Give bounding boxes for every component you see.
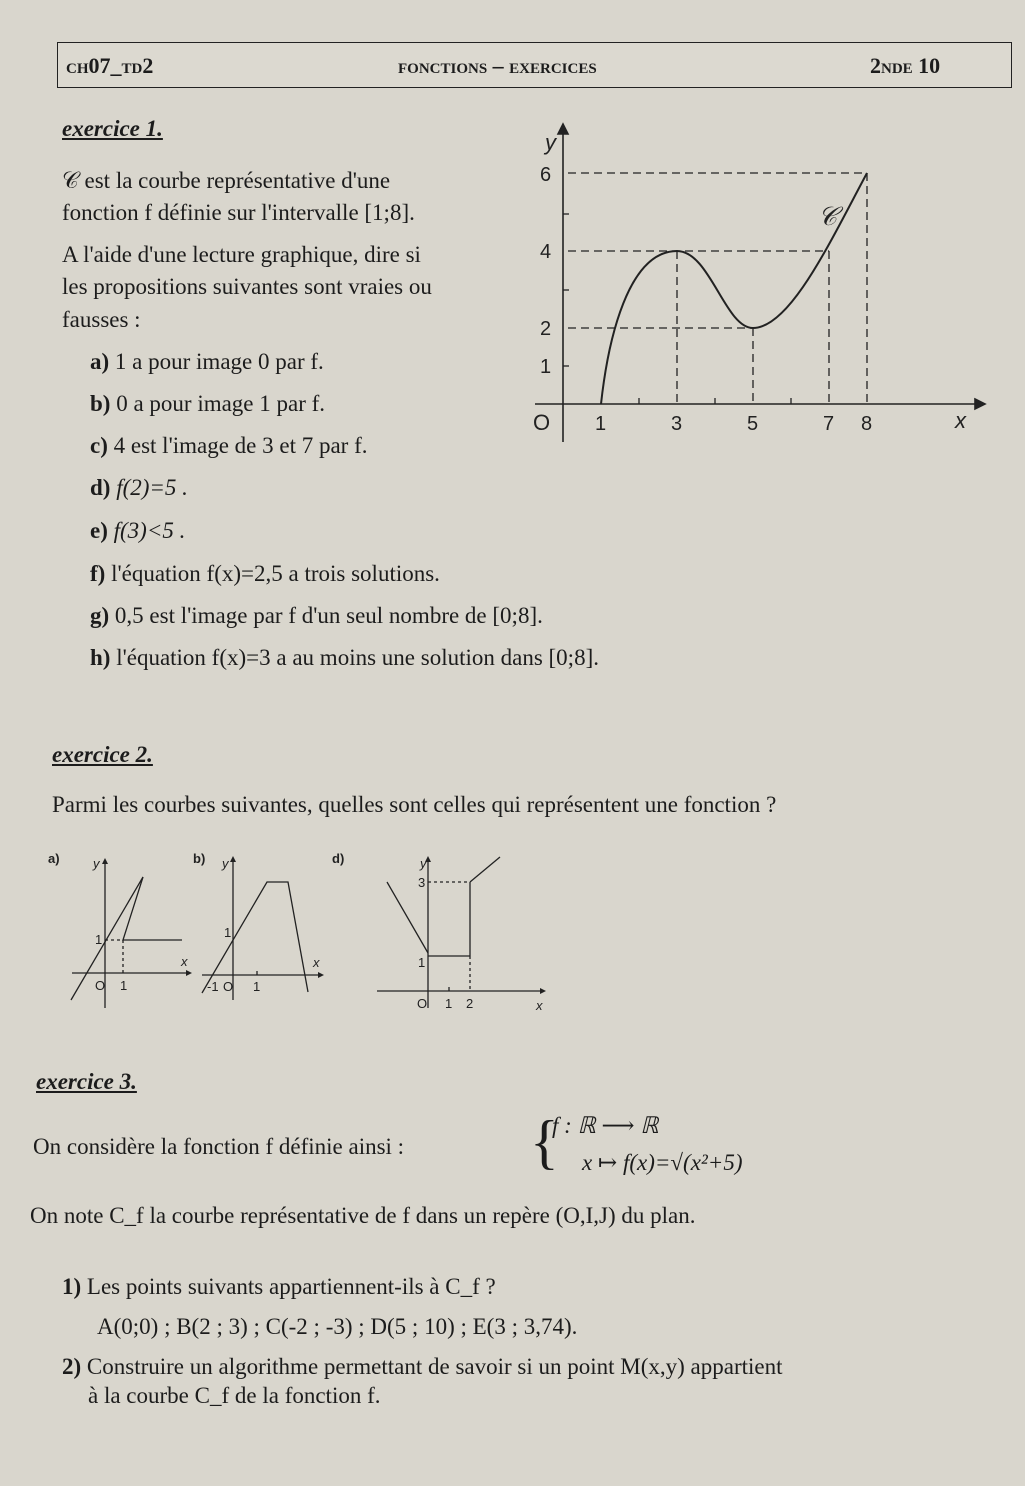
x-tick: 8 bbox=[861, 413, 873, 435]
graph-a-tick: 1 bbox=[95, 932, 103, 947]
brace: { bbox=[530, 1109, 559, 1175]
ex1-intro-line: fonction f définie sur l'intervalle [1;8]. bbox=[62, 200, 415, 225]
graph-b-tick: 1 bbox=[224, 925, 232, 940]
graph-a-origin: O bbox=[95, 978, 106, 993]
x-axis-label: x bbox=[955, 408, 966, 433]
y-axis-arrow-icon bbox=[558, 124, 568, 134]
ex3-definition-line1: f : ℝ ⟶ ℝ bbox=[552, 1113, 659, 1138]
exercise-3-title: exercice 3. bbox=[36, 1069, 137, 1094]
graph-b-origin: O bbox=[223, 979, 234, 994]
graph-b-x: x bbox=[313, 955, 320, 970]
y-tick: 2 bbox=[540, 318, 552, 340]
graph-a-y: y bbox=[93, 856, 100, 871]
page-header bbox=[57, 42, 1012, 88]
ex3-question-1: 1) Les points suivants appartiennent-ils à C_f ? bbox=[62, 1274, 496, 1299]
graph-d-origin: O bbox=[417, 996, 428, 1011]
graph-d-y: y bbox=[420, 856, 427, 871]
x-tick: 1 bbox=[595, 413, 607, 435]
ex2-graphs bbox=[40, 830, 980, 1030]
graph-d-tick: 1 bbox=[418, 955, 426, 970]
graph-a-label: a) bbox=[48, 851, 60, 866]
graph-b-label: b) bbox=[193, 851, 206, 866]
header-course-code: ch07_td2 bbox=[66, 53, 154, 78]
ex1-function-graph bbox=[500, 120, 1000, 450]
graph-a-x: x bbox=[181, 954, 188, 969]
graph-a-piece bbox=[123, 877, 182, 940]
graph-d-tick: 2 bbox=[466, 996, 474, 1011]
ex1-item: e) f(3)<5 . bbox=[90, 518, 186, 543]
ex1-item: c) 4 est l'image de 3 et 7 par f. bbox=[90, 433, 368, 458]
header-class: 2nde 10 bbox=[870, 53, 941, 78]
ex1-intro-line: A l'aide d'une lecture graphique, dire si bbox=[62, 242, 421, 267]
y-tick: 1 bbox=[540, 356, 552, 378]
x-tick: 7 bbox=[823, 413, 835, 435]
ex1-item: h) l'équation f(x)=3 a au moins une solution dans [0;8]. bbox=[90, 645, 599, 670]
graph-d-label: d) bbox=[332, 851, 345, 866]
ex1-intro-line: 𝒞 est la courbe représentative d'une bbox=[62, 168, 391, 193]
graph-b-y: y bbox=[222, 856, 229, 871]
ex1-item: d) f(2)=5 . bbox=[90, 475, 188, 500]
x-tick: 3 bbox=[671, 413, 683, 435]
header-title: fonctions – exercices bbox=[398, 53, 597, 78]
ex1-intro-line: les propositions suivantes sont vraies ou bbox=[62, 274, 432, 299]
graph-b-tick: 1 bbox=[253, 979, 261, 994]
y-tick: 6 bbox=[540, 164, 552, 186]
curve-label: 𝒞 bbox=[818, 201, 837, 231]
exercise-2-title: exercice 2. bbox=[52, 742, 153, 767]
ex3-definition-line2: x ↦ f(x)=√(x²+5) bbox=[582, 1150, 743, 1175]
graph-b-curve bbox=[202, 882, 308, 993]
exercise-1-title: exercice 1. bbox=[62, 116, 163, 141]
ex1-item: f) l'équation f(x)=2,5 a trois solutions. bbox=[90, 561, 440, 586]
ex1-intro-line: fausses : bbox=[62, 307, 141, 332]
graph-a-tick: 1 bbox=[120, 978, 128, 993]
x-axis-arrow-icon bbox=[975, 399, 985, 409]
graph-a-line bbox=[71, 877, 143, 1000]
ex3-note: On note C_f la courbe représentative de f dans un repère (O,I,J) du plan. bbox=[30, 1203, 696, 1228]
y-tick: 4 bbox=[540, 241, 552, 263]
ex3-intro: On considère la fonction f définie ainsi : bbox=[33, 1134, 405, 1159]
origin-label: O bbox=[533, 410, 551, 435]
ex3-points: A(0;0) ; B(2 ; 3) ; C(-2 ; -3) ; D(5 ; 10) ; E(3 ; 3,74). bbox=[97, 1314, 578, 1339]
graph-d-x: x bbox=[536, 998, 543, 1013]
graph-d-tick: 3 bbox=[418, 875, 426, 890]
ex1-item: b) 0 a pour image 1 par f. bbox=[90, 391, 326, 416]
ex3-question-2-cont: à la courbe C_f de la fonction f. bbox=[88, 1383, 381, 1408]
graph-d-tick: 1 bbox=[445, 996, 453, 1011]
ex1-item: a) 1 a pour image 0 par f. bbox=[90, 349, 324, 374]
ex1-item: g) 0,5 est l'image par f d'un seul nombre de [0;8]. bbox=[90, 603, 543, 628]
graph-b-tick: -1 bbox=[207, 979, 219, 994]
graph-d-line bbox=[387, 882, 428, 953]
ex2-question: Parmi les courbes suivantes, quelles sont celles qui représentent une fonction ? bbox=[52, 792, 777, 817]
ex3-question-2: 2) Construire un algorithme permettant de savoir si un point M(x,y) appartient bbox=[62, 1354, 783, 1379]
y-axis-label: y bbox=[545, 130, 556, 155]
x-tick: 5 bbox=[747, 413, 759, 435]
